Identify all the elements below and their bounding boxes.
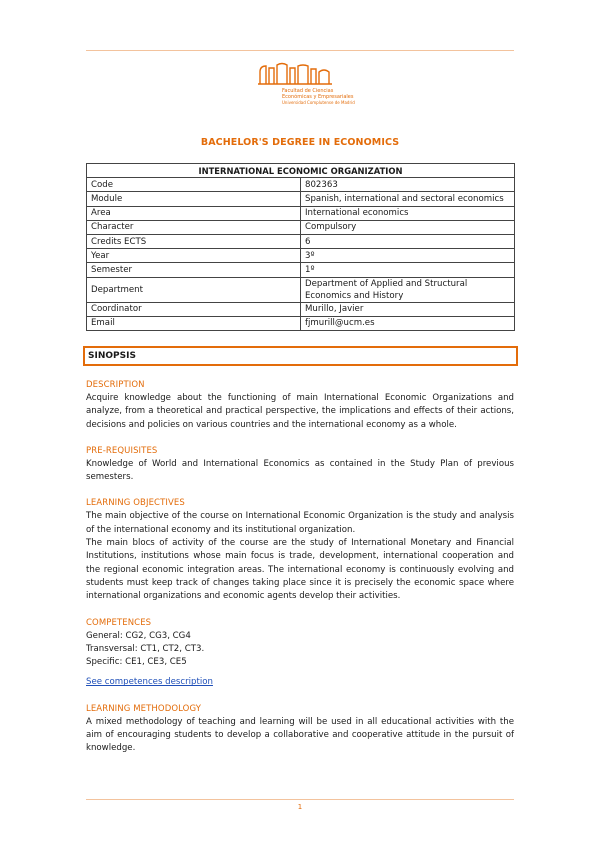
methodology-heading: LEARNING METHODOLOGY xyxy=(86,703,202,714)
competences-specific: Specific: CE1, CE3, CE5 xyxy=(86,657,187,668)
methodology-text: A mixed methodology of teaching and learning will be used in all educational activities with the aim of encouraging students to develop a collaborative and cooperative attitude in the pursuit of knowledge. xyxy=(86,716,514,754)
table-row xyxy=(87,249,515,263)
logo-text-2: Económicas y Empresariales xyxy=(282,94,354,100)
degree-title: BACHELOR'S DEGREE IN ECONOMICS xyxy=(200,137,400,148)
row-label: Character xyxy=(87,220,301,234)
objectives-heading: LEARNING OBJECTIVES xyxy=(86,498,185,509)
objectives-text-2: The main blocs of activity of the course are the study of International Monetary and Financial Institutions, institutions whose main focus is trade, development, international cooperation and the regional economic integration areas. The international economy is continuously evolving and students must keep track of changes taking place since it is precisely the economic space where international organizations and economic agents develop their activities. xyxy=(86,538,514,602)
competences-transversal: Transversal: CT1, CT2, CT3. xyxy=(86,643,205,654)
description-heading: DESCRIPTION xyxy=(86,380,145,390)
row-label: Code xyxy=(87,178,301,192)
row-value: Spanish, international and sectoral economics xyxy=(301,192,515,206)
objectives-text-1: The main objective of the course on International Economic Organization is the study and analysis of the international economy and its institutional organization. xyxy=(86,511,514,535)
course-name: INTERNATIONAL ECONOMIC ORGANIZATION xyxy=(87,164,515,178)
row-value: 3º xyxy=(301,249,515,263)
table-row xyxy=(87,206,515,220)
row-label: Area xyxy=(87,206,301,220)
logo-text-1: Facultad de Ciencias xyxy=(282,88,334,94)
syllabus-body xyxy=(86,379,514,756)
row-value: 6 xyxy=(301,234,515,248)
table-row xyxy=(87,234,515,248)
description-text: Acquire knowledge about the functioning of main International Economic Organizations and analyze, from a theoretical and practical perspective, the implications and effects of their actions, decisions and policies on various countries and the international economy as a whole. xyxy=(86,393,514,430)
competences-description-link[interactable]: See competences description xyxy=(86,677,213,688)
table-row xyxy=(87,220,515,234)
row-label: Department xyxy=(87,277,301,302)
prerequisites-heading: PRE-REQUISITES xyxy=(86,445,158,456)
row-value: 1º xyxy=(301,263,515,277)
row-value: 802363 xyxy=(301,178,515,192)
row-value: International economics xyxy=(301,206,515,220)
row-value: Murillo, Javier xyxy=(301,302,515,316)
table-row xyxy=(87,178,515,192)
page-number: 1 xyxy=(297,803,303,811)
row-value: Compulsory xyxy=(301,220,515,234)
prerequisites-text: Knowledge of World and International Economics as contained in the Study Plan of previous semesters. xyxy=(86,458,514,483)
course-info-table xyxy=(86,163,515,331)
row-label: Coordinator xyxy=(87,302,301,316)
header-rule xyxy=(86,50,514,51)
table-row xyxy=(87,277,515,302)
email-value: fjmurill@ucm.es xyxy=(301,316,515,330)
row-label: Semester xyxy=(87,263,301,277)
table-row xyxy=(87,316,515,330)
logo-text-3: Universidad Complutense de Madrid xyxy=(282,100,355,105)
row-label: Credits ECTS xyxy=(87,234,301,248)
table-row xyxy=(87,192,515,206)
sinopsis-heading: SINOPSIS xyxy=(83,346,518,366)
competences-general: General: CG2, CG3, CG4 xyxy=(86,630,191,641)
footer-rule xyxy=(86,799,514,800)
row-label: Email xyxy=(87,316,301,330)
row-value: Department of Applied and Structural Economics and History xyxy=(301,277,515,302)
row-label: Module xyxy=(87,192,301,206)
faculty-logo xyxy=(256,62,355,108)
table-row xyxy=(87,302,515,316)
table-header-row xyxy=(87,164,515,178)
row-label: Year xyxy=(87,249,301,263)
table-row xyxy=(87,263,515,277)
competences-heading: COMPETENCES xyxy=(86,617,152,628)
